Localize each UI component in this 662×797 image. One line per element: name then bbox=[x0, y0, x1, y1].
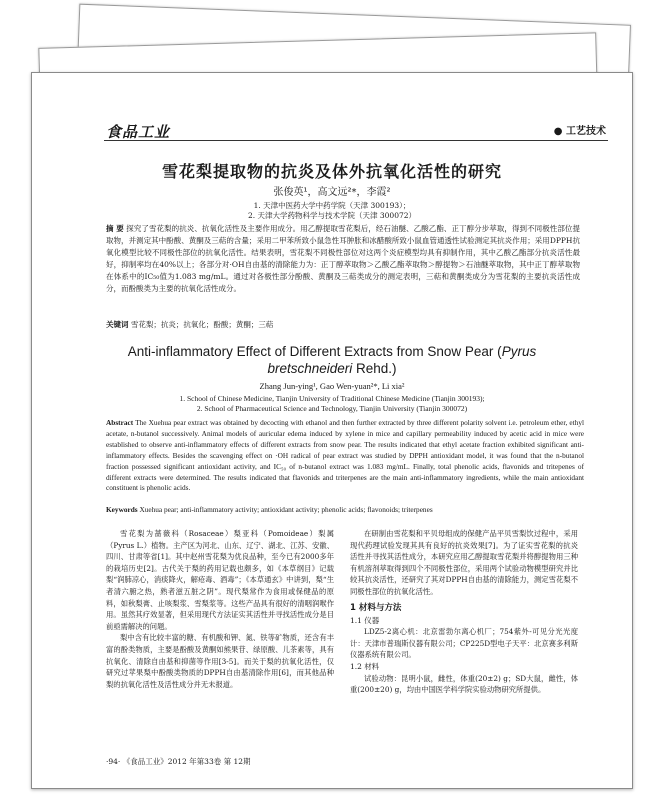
chinese-affiliations bbox=[32, 201, 632, 221]
english-affiliation-2: 2. School of Pharmaceutical Science and Technology, Tianjin University (Tianjin 300072) bbox=[196, 404, 468, 413]
section-tag: ● 工艺技术 bbox=[553, 126, 606, 137]
english-abstract-label: Abstract bbox=[106, 418, 134, 427]
english-authors: Zhang Jun-ying¹, Gao Wen-yuan²*, Li xia² bbox=[259, 381, 405, 391]
journal-logo: 食品工业 bbox=[106, 123, 171, 141]
body-paragraph: LDZ5-2离心机：北京雷勃尔离心机厂；754紫外-可见分光光度计：天津市普瑞斯仪器有限公司；CP225D型电子天平：北京赛多利斯仪器系统有限公司。 bbox=[350, 627, 578, 660]
english-affiliation-1: 1. School of Chinese Medicine, Tianjin University of Traditional Chinese Medicine (Tianjin 300193); bbox=[179, 394, 485, 403]
chinese-title: 雪花梨提取物的抗炎及体外抗氧化活性的研究 bbox=[161, 162, 502, 181]
paper-page bbox=[31, 72, 633, 789]
chinese-keywords-text: 雪花梨；抗炎；抗氧化；酚酸；黄酮；三萜 bbox=[130, 320, 274, 329]
subsection-heading: 1.1 仪器 bbox=[350, 615, 380, 625]
body-paragraph: 梨中含有比较丰富的糖、有机酸和钾、氮、铁等矿物质，还含有丰富的酚类物质，主要是酚酸及黄酮如熊果苷、绿原酸、儿茶素等，具有抗氧化、清除自由基和抑菌等作用[3-5]。而关于梨的抗氧化活性，仅研究过苹果梨中酚酸类物质的DPPH自由基清除作用[6]，而其他品种梨的抗氧化活性及活性成分并无未报道。 bbox=[106, 633, 334, 689]
english-title-main: Anti-inflammatory Effect of Different Extracts from Snow Pear ( bbox=[127, 344, 502, 359]
section-heading: 1 材料与方法 bbox=[350, 602, 402, 613]
body-paragraph: 雪花梨为蔷薇科（Rosaceae）梨亚科（Pomoideae）梨属（Pyrus L.）植物。主产区为河北、山东、辽宁、湖北、江苏、安徽、四川、甘肃等省[1]。其中赵州雪花梨为优良品种，至今已有2000多年的栽培历史[2]。古代关于梨的药用记载也颇多，如《本草纲目》记载梨“润肺凉心，消痰降火，解疮毒、酒毒”；《本草通玄》中讲到，梨“生者清六腑之热，熟者滋五脏之阴”。现代梨常作为食用或保健品的原料，如秋梨膏、止咳梨浆、雪梨浆等。这些产品具有很好的清咽润喉作用。虽然其疗效显著，但采用现代方法证实其活性并寻找活性成分是目前亟需解决的问题。 bbox=[106, 529, 334, 631]
chinese-keywords-label: 关键词 bbox=[106, 320, 129, 329]
chinese-affiliation-2: 2. 天津大学药物科学与技术学院（天津 300072） bbox=[247, 211, 417, 220]
english-keywords-text: Xuehua pear; anti-inflammatory activity; antioxidant activity; phenolic acids; flavonoids; triterpenes bbox=[139, 505, 433, 514]
english-title bbox=[72, 343, 592, 377]
chinese-authors: 张俊英¹，高文远²*，李霞² bbox=[273, 187, 391, 198]
english-abstract-text: The Xuehua pear extract was obtained by decocting with ethanol and then further extracted by three different polarity solvent i.e. petroleum ether, ethyl acetate, n-butanol successively. Animal models of auricular edema induced by xylene in mice and capillary permeability induced by acetic acid in mice were established to observe anti-inflammatory effects of different extracts from snow pear. The results indicated that ethyl acetate fraction exhibited significant anti-inflammatory effects. Besides the scavenging effect on ·OH radical of pear extract was studied by DPPH antioxidant model, it was found that the n-butanol fraction possessed significant antioxidant activity, and IC₅₀ of n-butanol extract was 1.083 mg/mL. Finally, total phenolic acids, flavonids and tritepenes of different extracts were determined. The results indicated that flavonids and triterpenes are the main anti-inflammatory ingredients, while the main antioxidant constituent is phenolic acids. bbox=[106, 418, 584, 493]
header-rule bbox=[104, 140, 608, 141]
subsection-heading: 1.2 材料 bbox=[350, 661, 380, 671]
body-left-column bbox=[106, 528, 334, 690]
english-title-species: bretschneideri bbox=[267, 361, 353, 376]
english-affiliations bbox=[32, 394, 632, 414]
english-abstract bbox=[106, 418, 584, 494]
chinese-affiliation-1: 1. 天津中医药大学中药学院（天津 300193）； bbox=[253, 201, 411, 210]
body-right-column bbox=[350, 528, 578, 696]
chinese-abstract-label: 摘 要 bbox=[106, 224, 124, 233]
chinese-abstract bbox=[106, 223, 580, 295]
body-paragraph: 试验动物：昆明小鼠，雌性，体重(20±2) g；SD大鼠，雌性，体重(200±20) g，均由中国医学科学院实验动物研究所提供。 bbox=[350, 673, 578, 695]
body-paragraph: 在研制由雪花梨和平贝母组成的保健产品平贝雪梨饮过程中，采用现代药理试验发现其具有良好的抗炎效果[7]。为了证实雪花梨的抗炎活性并寻找其活性成分，本研究应用乙醇提取雪花梨并将醇提物用三种有机溶剂萃取得到四个不同极性部位，采用两个试验动物模型研究并比较其抗炎活性，还研究了其对DPPH自由基的清除能力，测定雪花梨不同极性部位的抗氧化活性。 bbox=[350, 529, 578, 596]
page-footer: ·94· 《食品工业》2012 年第33卷 第 12期 bbox=[106, 757, 251, 766]
chinese-keywords bbox=[106, 319, 580, 330]
english-keywords-label: Keywords bbox=[106, 505, 138, 514]
english-keywords bbox=[106, 505, 584, 514]
english-title-genus: Pyrus bbox=[501, 344, 537, 359]
english-title-end: Rehd.) bbox=[352, 361, 397, 376]
chinese-abstract-text: 探究了雪花梨的抗炎、抗氧化活性及主要作用成分。用乙醇提取雪花梨后，经石油醚、乙酸乙酯、正丁醇分步萃取，得到不同极性部位提取物，并测定其中酚酸、黄酮及三萜的含量；采用二甲苯所致小鼠急性耳肿胀和冰醋酸所致小鼠血管通透性试验测定其抗炎作用；采用DPPH抗氧化模型比较不同极性部位的抗氧化活性。结果表明，雪花梨不同极性部位对这两个炎症模型均具有抑制作用，其中乙酸乙酯部分抗炎活性最好，抑制率均在40%以上；各部分对·OH自由基的清除能力为：正丁醇萃取物＞乙酸乙酯萃取物＞醇提物＞石油醚萃取物，其中正丁醇萃取物在体系中的IC₅₀值为1.083 mg/mL。通过对各极性部分酚酸、黄酮及三萜类成分的测定表明，三萜和黄酮类成分为雪花梨的主要抗炎活性成分，而酚酸类为主要的抗氧化活性成分。 bbox=[106, 224, 580, 293]
